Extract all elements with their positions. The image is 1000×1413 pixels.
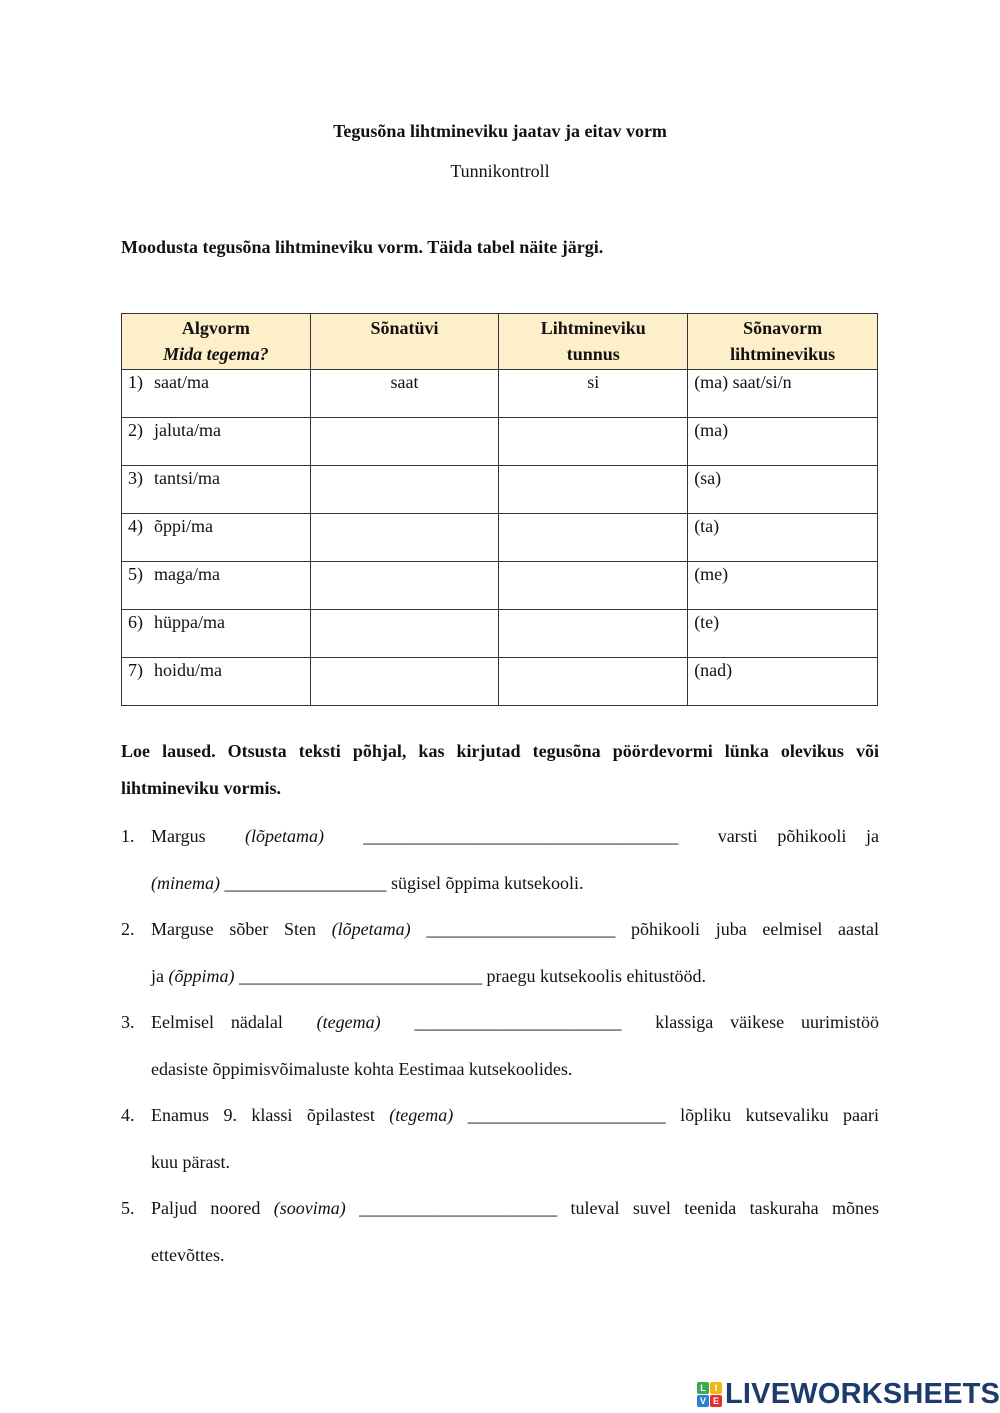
exercise2-instruction: Loe laused. Otsusta teksti põhjal, kas kirjutad tegusõna pöördevormi lünka olevikus või lihtmineviku vormis.	[121, 741, 879, 798]
cell-algvorm: 2) jaluta/ma	[122, 418, 311, 466]
table-row	[122, 514, 878, 562]
answer-field-vorm[interactable]: (me)	[688, 562, 878, 610]
verb-table	[121, 313, 878, 706]
answer-field-vorm[interactable]: (te)	[688, 610, 878, 658]
logo-tile-e: E	[710, 1395, 722, 1407]
answer-blank[interactable]: _______________________	[414, 1012, 622, 1032]
answer-field-tyvi[interactable]	[310, 514, 499, 562]
table-row	[122, 466, 878, 514]
logo-tile-l: L	[697, 1382, 709, 1394]
sentence-item: 4. Enamus 9. klassi õpilastest (tegema) ______________________ lõpliku kutsevaliku paari kuu pärast.	[121, 1105, 880, 1172]
logo-text: LIVEWORKSHEETS	[725, 1378, 1000, 1410]
answer-field-tunnus[interactable]	[499, 658, 688, 706]
verb-hint: (minema)	[151, 873, 220, 893]
table-row	[122, 610, 878, 658]
answer-blank[interactable]: ______________________	[467, 1105, 666, 1125]
cell-tunnus: si	[499, 370, 688, 418]
sentence-item: 1. Margus (lõpetama) ___________________________________ varsti põhikooli ja (minema) __________________ sügisel õppima kutsekooli.	[121, 826, 880, 893]
exercise2-items	[121, 813, 879, 1278]
table-row	[122, 658, 878, 706]
logo-tiles-icon	[697, 1382, 722, 1407]
table-row	[122, 418, 878, 466]
answer-field-tyvi[interactable]	[310, 466, 499, 514]
answer-field-vorm[interactable]: (ma)	[688, 418, 878, 466]
answer-field-vorm[interactable]: (nad)	[688, 658, 878, 706]
answer-field-tyvi[interactable]	[310, 610, 499, 658]
col-header-sonatyvi: Sõnatüvi	[310, 314, 499, 370]
answer-blank[interactable]: ___________________________________	[363, 826, 679, 846]
answer-field-tyvi[interactable]	[310, 658, 499, 706]
cell-algvorm: 1) saat/ma	[122, 370, 311, 418]
cell-algvorm: 4) õppi/ma	[122, 514, 311, 562]
verb-hint: (lõpetama)	[331, 919, 411, 939]
verb-hint: (lõpetama)	[245, 826, 324, 846]
answer-blank[interactable]: ___________________________	[239, 966, 482, 986]
answer-field-tyvi[interactable]	[310, 418, 499, 466]
sentence-item: 3. Eelmisel nädalal (tegema) _______________________ klassiga väikese uurimistöö edasiste õppimisvõimaluste kohta Eestimaa kutsekoolides.	[121, 1012, 880, 1079]
table-header-row	[122, 314, 878, 370]
exercise1-instruction: Moodusta tegusõna lihtmineviku vorm. Täida tabel näite järgi.	[121, 237, 604, 257]
col-header-sonavorm: Sõnavorm lihtminevikus	[688, 314, 878, 370]
answer-field-tunnus[interactable]	[499, 610, 688, 658]
cell-algvorm: 6) hüppa/ma	[122, 610, 311, 658]
col-header-algvorm: Algvorm Mida tegema?	[122, 314, 311, 370]
answer-field-tunnus[interactable]	[499, 418, 688, 466]
answer-blank[interactable]: __________________	[224, 873, 387, 893]
table-row	[122, 562, 878, 610]
verb-hint: (soovima)	[273, 1198, 346, 1218]
answer-blank[interactable]: ______________________	[359, 1198, 558, 1218]
cell-tyvi: saat	[310, 370, 499, 418]
liveworksheets-logo	[697, 1378, 1000, 1411]
verb-hint: (tegema)	[316, 1012, 381, 1032]
sentence-item: 2. Marguse sõber Sten (lõpetama) _____________________ põhikooli juba eelmisel aastal ja (õppima) ___________________________ praegu kutsekoolis ehitustööd.	[121, 919, 880, 986]
page-title: Tegusõna lihtmineviku jaatav ja eitav vorm	[333, 121, 667, 141]
answer-field-tunnus[interactable]	[499, 562, 688, 610]
answer-blank[interactable]: _____________________	[426, 919, 616, 939]
cell-algvorm: 5) maga/ma	[122, 562, 311, 610]
answer-field-tyvi[interactable]	[310, 562, 499, 610]
cell-algvorm: 7) hoidu/ma	[122, 658, 311, 706]
answer-field-vorm[interactable]: (sa)	[688, 466, 878, 514]
verb-hint: (õppima)	[168, 966, 235, 986]
table-row	[122, 370, 878, 418]
logo-tile-v: V	[697, 1395, 709, 1407]
cell-vorm: (ma) saat/si/n	[688, 370, 878, 418]
sentence-item: 5. Paljud noored (soovima) ______________________ tuleval suvel teenida taskuraha mõnes ettevõttes.	[121, 1198, 879, 1265]
answer-field-tunnus[interactable]	[499, 466, 688, 514]
cell-algvorm: 3) tantsi/ma	[122, 466, 311, 514]
verb-hint: (tegema)	[389, 1105, 454, 1125]
answer-field-tunnus[interactable]	[499, 514, 688, 562]
answer-field-vorm[interactable]: (ta)	[688, 514, 878, 562]
page-subtitle: Tunnikontroll	[450, 161, 550, 181]
col-header-tunnus: Lihtmineviku tunnus	[499, 314, 688, 370]
logo-tile-i: I	[710, 1382, 722, 1394]
